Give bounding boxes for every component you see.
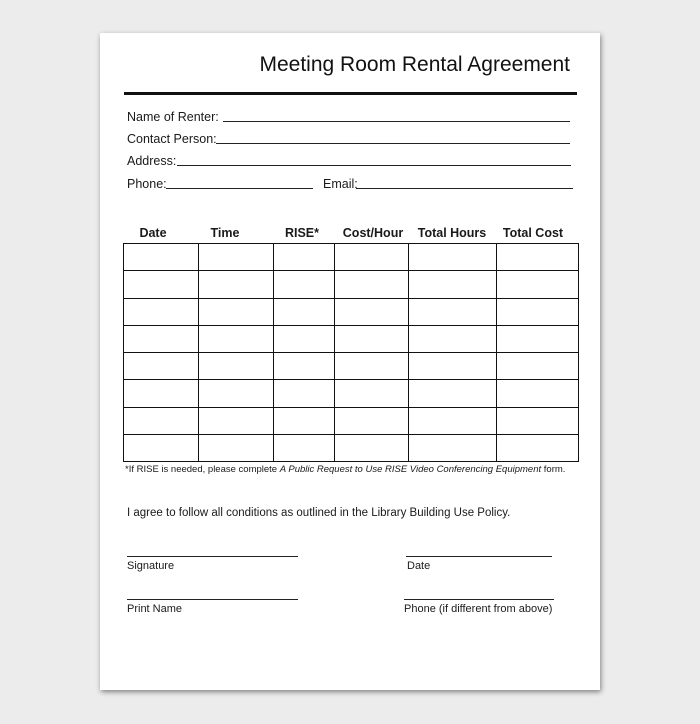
- signature-line[interactable]: [127, 556, 298, 557]
- name-of-renter-label: Name of Renter:: [127, 110, 219, 124]
- table-cell[interactable]: [274, 407, 335, 434]
- table-cell[interactable]: [335, 407, 409, 434]
- table-row: [124, 298, 579, 325]
- table-cell[interactable]: [124, 434, 199, 461]
- print-name-line[interactable]: [127, 599, 298, 600]
- table-cell[interactable]: [124, 244, 199, 271]
- col-header-total-hours: Total Hours: [417, 226, 487, 240]
- col-header-total-cost: Total Cost: [502, 226, 564, 240]
- table-cell[interactable]: [335, 353, 409, 380]
- col-header-rise: RISE*: [284, 226, 320, 240]
- phone-label: Phone:: [127, 177, 167, 191]
- table-cell[interactable]: [274, 353, 335, 380]
- table-cell[interactable]: [335, 380, 409, 407]
- table-cell[interactable]: [497, 353, 579, 380]
- table-cell[interactable]: [409, 434, 497, 461]
- table-row: [124, 407, 579, 434]
- table-row: [124, 380, 579, 407]
- rise-note: [125, 464, 565, 475]
- rise-note-prefix: *If RISE is needed, please complete: [125, 464, 280, 475]
- email-label: Email:: [323, 177, 358, 191]
- table-cell[interactable]: [497, 244, 579, 271]
- table-cell[interactable]: [335, 434, 409, 461]
- table-cell[interactable]: [409, 271, 497, 298]
- table-row: [124, 353, 579, 380]
- rise-note-suffix: form.: [541, 464, 566, 475]
- table-cell[interactable]: [497, 298, 579, 325]
- date-line[interactable]: [406, 556, 552, 557]
- print-name-label: Print Name: [127, 603, 183, 615]
- table-cell[interactable]: [497, 325, 579, 352]
- table-cell[interactable]: [335, 244, 409, 271]
- table-cell[interactable]: [199, 407, 274, 434]
- table-cell[interactable]: [335, 325, 409, 352]
- table-cell[interactable]: [199, 298, 274, 325]
- table-cell[interactable]: [124, 325, 199, 352]
- contact-person-line[interactable]: [216, 143, 570, 144]
- table-cell[interactable]: [497, 380, 579, 407]
- table-row: [124, 434, 579, 461]
- table-cell[interactable]: [409, 325, 497, 352]
- table-cell[interactable]: [274, 434, 335, 461]
- table-cell[interactable]: [497, 271, 579, 298]
- title-rule: [124, 92, 577, 95]
- form-page: [100, 33, 600, 690]
- table-cell[interactable]: [124, 298, 199, 325]
- table-cell[interactable]: [335, 298, 409, 325]
- table-cell[interactable]: [409, 380, 497, 407]
- table-cell[interactable]: [274, 244, 335, 271]
- table-cell[interactable]: [335, 271, 409, 298]
- table-cell[interactable]: [409, 407, 497, 434]
- table-cell[interactable]: [199, 380, 274, 407]
- table-cell[interactable]: [274, 298, 335, 325]
- table-cell[interactable]: [274, 325, 335, 352]
- table-cell[interactable]: [124, 407, 199, 434]
- table-row: [124, 244, 579, 271]
- table-cell[interactable]: [274, 271, 335, 298]
- form-title: Meeting Room Rental Agreement: [259, 53, 570, 76]
- table-cell[interactable]: [199, 325, 274, 352]
- signature-label: Signature: [127, 560, 175, 572]
- name-of-renter-line[interactable]: [223, 121, 570, 122]
- rental-table: [123, 243, 579, 462]
- phone-line[interactable]: [166, 188, 313, 189]
- table-cell[interactable]: [409, 353, 497, 380]
- table-cell[interactable]: [199, 353, 274, 380]
- table-row: [124, 271, 579, 298]
- table-cell[interactable]: [497, 407, 579, 434]
- table-cell[interactable]: [409, 298, 497, 325]
- col-header-time: Time: [210, 226, 240, 240]
- table-cell[interactable]: [199, 434, 274, 461]
- table-cell[interactable]: [124, 271, 199, 298]
- date-label: Date: [407, 560, 431, 572]
- table-cell[interactable]: [199, 244, 274, 271]
- agreement-text: I agree to follow all conditions as outlined in the Library Building Use Policy.: [127, 507, 511, 519]
- table-cell[interactable]: [274, 380, 335, 407]
- col-header-cost-hour: Cost/Hour: [342, 226, 404, 240]
- alt-phone-line[interactable]: [404, 599, 554, 600]
- alt-phone-label: Phone (if different from above): [404, 603, 553, 615]
- table-cell[interactable]: [199, 271, 274, 298]
- table-cell[interactable]: [409, 244, 497, 271]
- table-cell[interactable]: [124, 353, 199, 380]
- address-label: Address:: [127, 154, 177, 168]
- table-row: [124, 325, 579, 352]
- col-header-date: Date: [139, 226, 167, 240]
- table-cell[interactable]: [124, 380, 199, 407]
- rise-note-form-name: A Public Request to Use RISE Video Conferencing Equipment: [279, 464, 542, 475]
- contact-person-label: Contact Person:: [127, 132, 217, 146]
- address-line[interactable]: [177, 165, 571, 166]
- email-line[interactable]: [356, 188, 573, 189]
- table-cell[interactable]: [497, 434, 579, 461]
